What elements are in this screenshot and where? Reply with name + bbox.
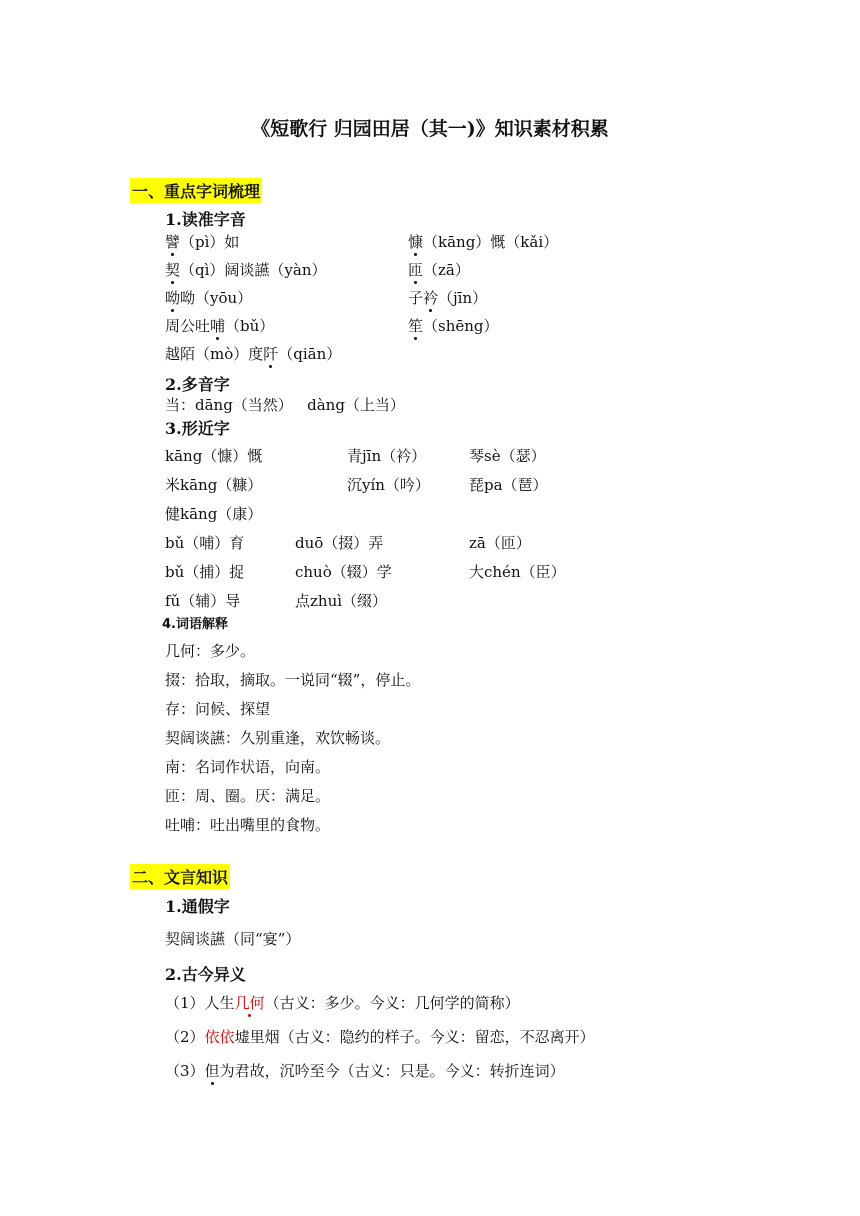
gujin-item: （3）但为君故，沉吟至今（古义：只是。今义：转折连词） <box>165 1062 565 1080</box>
subheading-gujin: 2.古今异义 <box>165 965 246 984</box>
vocab-item: 几何：多少。 <box>165 642 256 660</box>
subheading-vocab: 4.词语解释 <box>162 617 228 632</box>
similar-cell: chuò（辍）学 <box>295 563 392 581</box>
pron-item: 匝（zā） <box>408 261 470 279</box>
similar-cell: 点zhuì（缀） <box>295 592 388 610</box>
similar-cell: 琴sè（瑟） <box>469 447 546 465</box>
vocab-item: 契阔谈讌：久别重逢，欢饮畅谈。 <box>165 729 391 747</box>
subheading-pronunciation: 1.读准字音 <box>165 210 246 229</box>
vocab-item: 掇：拾取，摘取。一说同“辍”，停止。 <box>165 671 421 689</box>
similar-cell: zā（匝） <box>469 534 531 552</box>
similar-cell: 米kāng（糠） <box>165 476 263 494</box>
gujin-item: （1）人生几何（古义：多少。今义：几何学的简称） <box>165 994 520 1012</box>
similar-cell: bǔ（捕）捉 <box>165 563 245 581</box>
pron-item: 契（qì）阔谈讌（yàn） <box>165 261 327 279</box>
pron-item: 慷（kāng）慨（kǎi） <box>408 233 559 251</box>
page-title: 《短歌行 归园田居（其一)》知识素材积累 <box>251 118 609 140</box>
subheading-similar-chars: 3.形近字 <box>165 419 230 438</box>
gujin-item: （2）依依墟里烟（古义：隐约的样子。今义：留恋，不忍离开） <box>165 1028 595 1046</box>
similar-cell: fǔ（辅）导 <box>165 592 241 610</box>
highlight-word: 但 <box>204 1062 220 1080</box>
similar-cell: 沉yín（吟） <box>347 476 430 494</box>
similar-cell: 琵pa（琶） <box>469 476 548 494</box>
similar-cell: 青jīn（衿） <box>347 447 427 465</box>
vocab-item: 匝：周、圈。厌：满足。 <box>165 787 331 805</box>
highlight-word: 依依 <box>204 1028 235 1046</box>
similar-cell: bǔ（哺）育 <box>165 534 245 552</box>
pron-item: 呦呦（yōu） <box>165 289 253 307</box>
vocab-item: 吐哺：吐出嘴里的食物。 <box>165 816 331 834</box>
similar-cell: kāng（慷）慨 <box>165 447 263 465</box>
pron-item: 笙（shēng） <box>408 317 499 335</box>
highlight-word: 几何 <box>234 994 265 1012</box>
section-heading-2: 二、文言知识 <box>130 864 230 889</box>
vocab-item: 南：名词作状语，向南。 <box>165 758 331 776</box>
similar-cell: 健kāng（康） <box>165 505 263 523</box>
vocab-item: 存：问候、探望 <box>165 700 271 718</box>
similar-cell: 大chén（臣） <box>469 563 566 581</box>
section-heading-1: 一、重点字词梳理 <box>130 178 262 203</box>
similar-cell: duō（掇）弄 <box>295 534 384 552</box>
subheading-tongjia: 1.通假字 <box>165 897 230 916</box>
subheading-polyphone: 2.多音字 <box>165 375 230 394</box>
tongjia-line: 契阔谈讌（同“宴”） <box>165 930 301 948</box>
polyphone-line: 当：dāng（当然） dàng（上当） <box>165 396 405 414</box>
pron-item: 周公吐哺（bǔ） <box>165 317 275 335</box>
pron-item: 譬（pì）如 <box>165 233 240 251</box>
pron-item: 子衿（jīn） <box>408 289 488 307</box>
pron-item: 越陌（mò）度阡（qiān） <box>165 345 342 363</box>
